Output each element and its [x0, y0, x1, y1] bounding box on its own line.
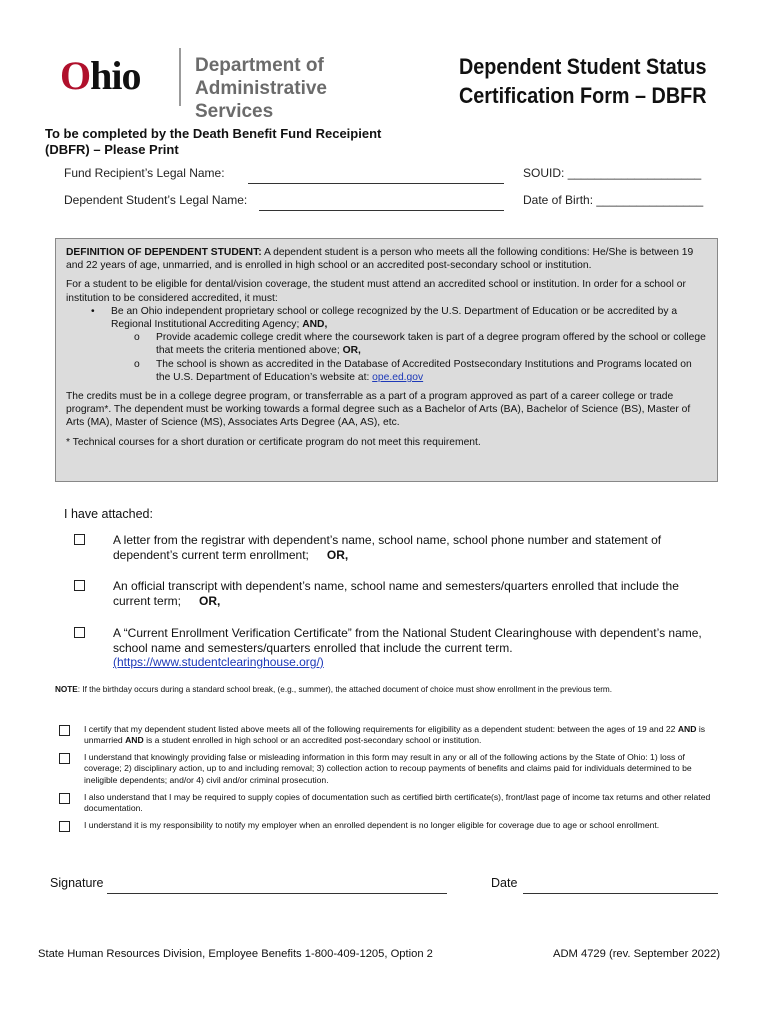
accreditation-paragraph: For a student to be eligible for dental/vision coverage, the student must attend an accredited school or institution. In order for a school or institution to be considered accredited, it must:	[66, 279, 686, 304]
ope-ed-gov-link[interactable]: ope.ed.gov	[372, 371, 424, 383]
form-subtitle: To be completed by the Death Benefit Fund Receipient (DBFR) – Please Print	[45, 126, 382, 157]
certify-eligibility-checkbox[interactable]	[59, 725, 70, 736]
ohio-wordmark: Ohio	[60, 53, 141, 98]
definition-box	[55, 238, 718, 482]
recipient-name-label: Fund Recipient’s Legal Name:	[64, 166, 225, 180]
attached-label: I have attached:	[64, 507, 153, 521]
technical-courses-note: * Technical courses for a short duration or certificate program do not meet this requirement.	[66, 436, 481, 448]
logo-divider	[179, 48, 181, 106]
bullet-item: • Be an Ohio independent proprietary school or college recognized by the U.S. Department of Education or be accredited by a Regional Institutional Accrediting Agency; AND,	[91, 305, 678, 331]
attach-transcript-option: An official transcript with dependent’s name, school name and semesters/quarters enrolled that include the current term; OR,	[113, 579, 679, 608]
sub-bullet-item: o The school is shown as accredited in the Database of Accredited Postsecondary Institutions and Programs located on the U.S. Department of Education’s website at: ope.ed.gov	[134, 358, 692, 383]
date-of-birth-field[interactable]: Date of Birth: ________________	[523, 193, 704, 207]
false-information-text: I understand that knowingly providing false or misleading information in this form may result in any or all of the following actions by the State of Ohio: 1) loss of coverage; 2) disciplinary action, up to and including removal; 3) collection action to recoup payments of benefits and claims paid for individuals determined to be ineligible dependents; and/or 4) civil and/or criminal prosecution.	[84, 752, 692, 785]
certify-eligibility-text: I certify that my dependent student listed above meets all of the following requirements for eligibility as a dependent student: between the ages of 19 and 22 AND is unmarried AND is a student enrolled in high school or an accredited post-secondary school or institution.	[84, 724, 706, 746]
footer-form-number: ADM 4729 (rev. September 2022)	[553, 948, 721, 960]
date-field[interactable]	[523, 876, 718, 894]
attach-certificate-option: A “Current Enrollment Verification Certificate” from the National Student Clearinghouse with dependent’s name, school name and semesters/quarters enrolled that include the current term. (https://www.studentclearinghouse.org/)	[113, 626, 702, 669]
attach-transcript-checkbox[interactable]	[74, 580, 85, 591]
birthday-note: NOTE: If the birthday occurs during a standard school break, (e.g., summer), the attached document of choice must show enrollment in the previous term.	[55, 685, 613, 694]
logo-department-name: Department of Administrative Services	[195, 55, 327, 122]
souid-field[interactable]: SOUID: ____________________	[523, 166, 702, 180]
footer-contact: State Human Resources Division, Employee Benefits 1-800-409-1205, Option 2	[38, 948, 433, 960]
date-label: Date	[491, 876, 518, 890]
notify-employer-checkbox[interactable]	[59, 821, 70, 832]
signature-field[interactable]	[107, 876, 447, 894]
recipient-name-field[interactable]	[248, 166, 504, 184]
student-name-label: Dependent Student’s Legal Name:	[64, 193, 248, 207]
credits-paragraph: The credits must be in a college degree program, or transferrable as a part of a program approved as part of a career college or trade program*. The dependent must be working towards a formal degree such as a Bachelor of Arts (BA), Bachelor of Science (BS), Master of Arts (MA), Master of Science (MS), Associates Arts Degree (AA, AS), etc.	[66, 391, 691, 429]
studentclearinghouse-link[interactable]: (https://www.studentclearinghouse.org/)	[113, 655, 324, 669]
documentation-text: I also understand that I may be required to supply copies of documentation such as certified birth certificate(s), front/last page of income tax returns and other related documentation.	[84, 792, 711, 814]
attach-certificate-checkbox[interactable]	[74, 627, 85, 638]
definition-paragraph: DEFINITION OF DEPENDENT STUDENT: A dependent student is a person who meets all the following conditions: He/She is between 19 and 22 years of age, unmarried, and is enrolled in high school or an accredited post-secondary school or institution.	[66, 247, 694, 272]
attach-letter-checkbox[interactable]	[74, 534, 85, 545]
ohio-das-logo	[60, 48, 410, 122]
attach-letter-option: A letter from the registrar with dependent’s name, school name, school phone number and statement of dependent’s current term enrollment; OR,	[113, 533, 662, 562]
student-name-field[interactable]	[259, 193, 504, 211]
form-title: Dependent Student Status Certification Form – DBFR	[459, 54, 707, 108]
documentation-checkbox[interactable]	[59, 793, 70, 804]
signature-label: Signature	[50, 876, 104, 890]
sub-bullet-item: o Provide academic college credit where the coursework taken is part of a degree program offered by the school or college that meets the criteria mentioned above; OR,	[134, 332, 706, 357]
false-information-checkbox[interactable]	[59, 753, 70, 764]
notify-employer-text: I understand it is my responsibility to notify my employer when an enrolled dependent is no longer eligible for coverage due to age or school enrollment.	[84, 820, 660, 830]
